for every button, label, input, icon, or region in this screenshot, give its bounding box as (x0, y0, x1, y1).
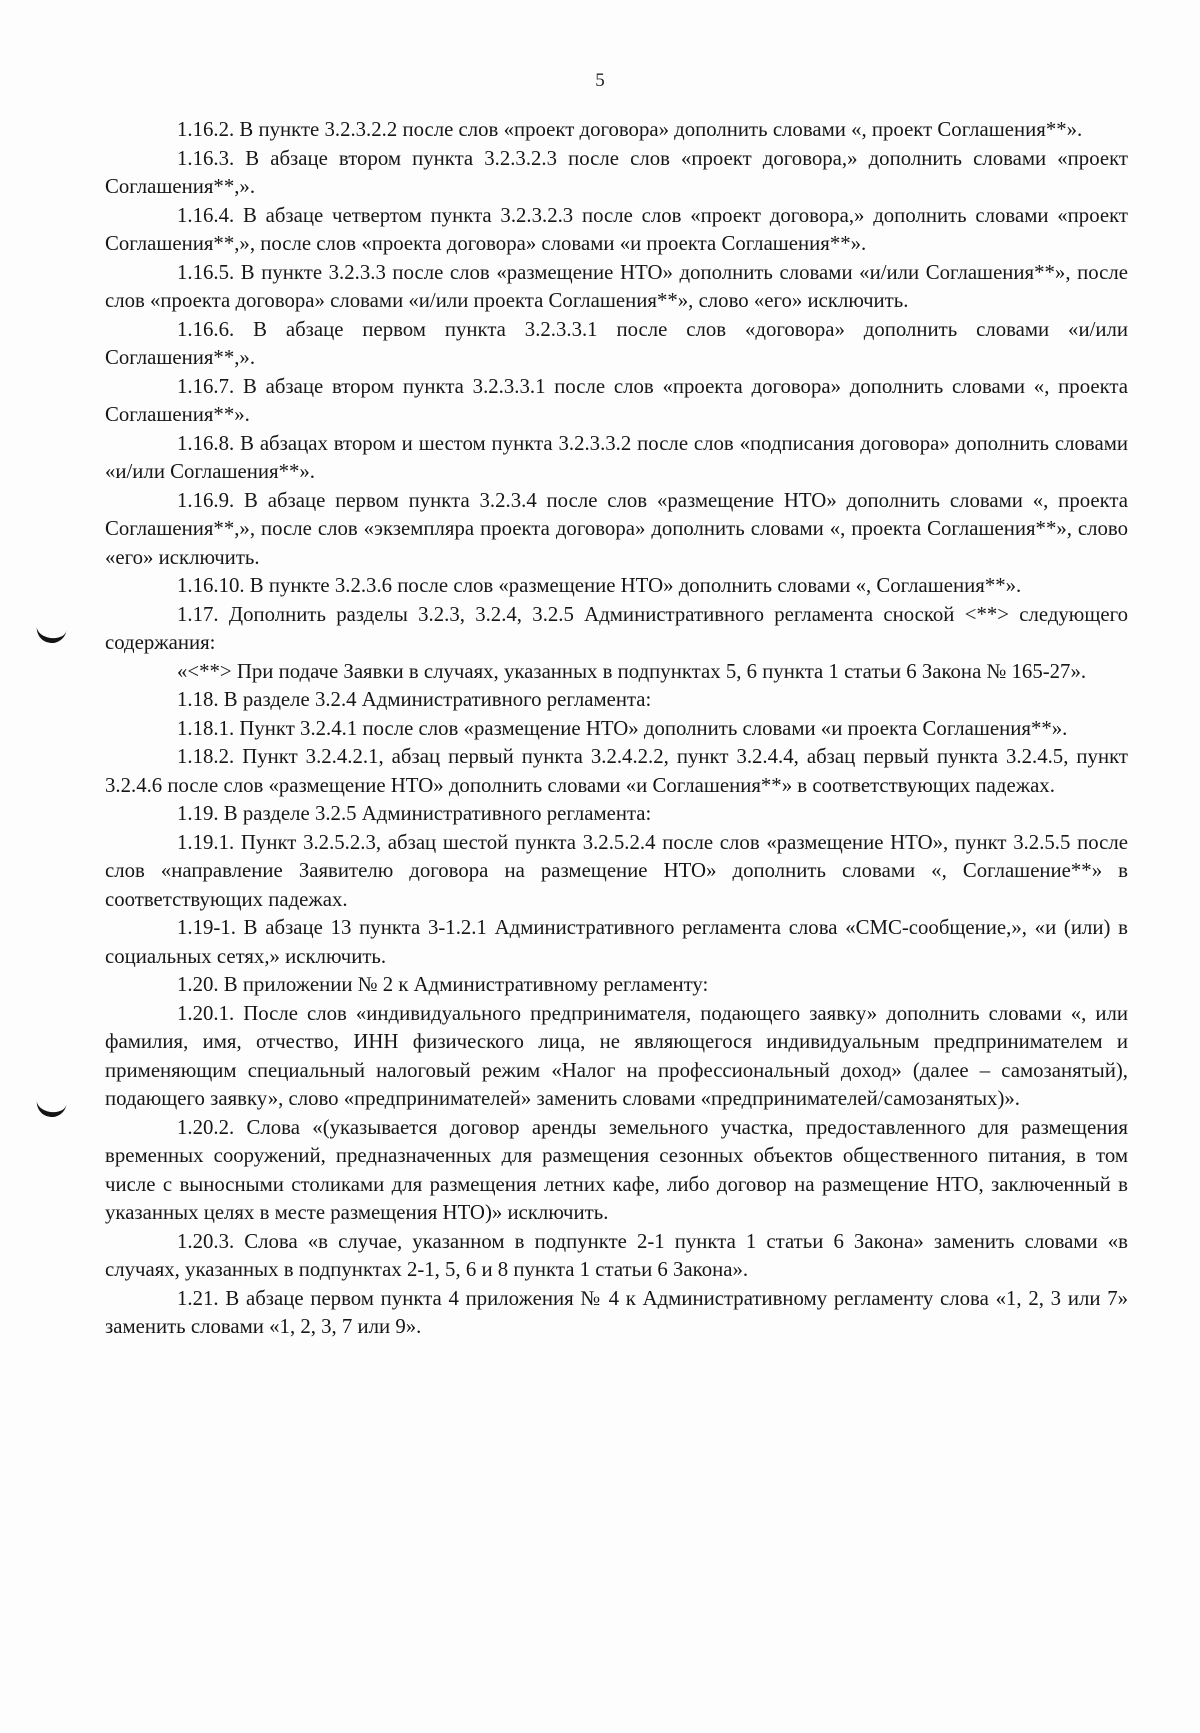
paragraph-1-18-1: 1.18.1. Пункт 3.2.4.1 после слов «размещение НТО» дополнить словами «и проекта Соглашения**». (177, 716, 1068, 740)
paragraph-1-16-3: 1.16.3. В абзаце втором пункта 3.2.3.2.3 после слов «проект договора,» дополнить словами «проект Соглашения**,». (105, 146, 1128, 198)
paragraph-1-20-2: 1.20.2. Слова «(указывается договор аренды земельного участка, предоставленного для размещения временных сооружений, предназначенных для размещения сезонных объектов общественного питания, в том числе с выносными столиками для размещения летних кафе, либо договор на размещение НТО, заключенный в указанных целях в месте размещения НТО)» исключить. (105, 1115, 1128, 1224)
paragraph-1-16-6: 1.16.6. В абзаце первом пункта 3.2.3.3.1 после слов «договора» дополнить словами «и/или Соглашения**,». (105, 317, 1128, 369)
punch-hole-mark (35, 622, 67, 645)
paragraph-1-18: 1.18. В разделе 3.2.4 Административного регламента: (177, 688, 652, 711)
paragraph-1-21: 1.21. В абзаце первом пункта 4 приложения № 4 к Административному регламенту слова «1, 2, 3 или 7» заменить словами «1, 2, 3, 7 или 9». (105, 1286, 1128, 1338)
paragraph-1-16-9: 1.16.9. В абзаце первом пункта 3.2.3.4 после слов «размещение НТО» дополнить словами «, проекта Соглашения**,», после слов «экземпляра проекта договора» дополнить словами «, проекта Соглашения**», слово «его» исключить. (105, 488, 1128, 569)
paragraph-1-17: 1.17. Дополнить разделы 3.2.3, 3.2.4, 3.2.5 Административного регламента сноской <**> следующего содержания: (105, 602, 1128, 654)
paragraph-1-19-dash-1: 1.19-1. В абзаце 13 пункта 3-1.2.1 Административного регламента слова «СМС-сообщение,», «и (или) в социальных сетях,» исключить. (105, 916, 1128, 968)
paragraph-1-16-7: 1.16.7. В абзаце втором пункта 3.2.3.3.1 после слов «проекта договора» дополнить словами «, проекта Соглашения**». (105, 374, 1128, 426)
paragraph-1-19: 1.19. В разделе 3.2.5 Административного регламента: (177, 802, 652, 825)
paragraph-1-16-5: 1.16.5. В пункте 3.2.3.3 после слов «размещение НТО» дополнить словами «и/или Соглашения**», после слов «проекта договора» словами «и/или проекта Соглашения**», слово «его» исключить. (105, 260, 1128, 312)
footnote-text: «<**> При подаче Заявки в случаях, указанных в подпунктах 5, 6 пункта 1 статьи 6 Закона № 165-27». (177, 659, 1087, 683)
paragraph-1-20-1: 1.20.1. После слов «индивидуального предпринимателя, подающего заявку» дополнить словами «, или фамилия, имя, отчество, ИНН физического лица, не являющегося индивидуальным предпринимателем и применяющим специальный налоговый режим «Налог на профессиональный доход» (далее – самозанятый), подающего заявку», слово «предпринимателей» заменить словами «предпринимателей/самозанятых)». (105, 1001, 1128, 1110)
document-body (105, 116, 1128, 1342)
punch-hole-mark (35, 1096, 67, 1119)
page-number: 5 (595, 70, 605, 91)
paragraph-1-19-1: 1.19.1. Пункт 3.2.5.2.3, абзац шестой пункта 3.2.5.2.4 после слов «размещение НТО», пункт 3.2.5.5 после слов «направление Заявителю договора на размещение НТО» дополнить словами «, Соглашение**» в соответствующих падежах. (105, 830, 1128, 911)
paragraph-1-18-2: 1.18.2. Пункт 3.2.4.2.1, абзац первый пункта 3.2.4.2.2, пункт 3.2.4.4, абзац первый пункта 3.2.4.5, пункт 3.2.4.6 после слов «размещение НТО» дополнить словами «и Соглашения**» в соответствующих падежах. (105, 745, 1128, 797)
paragraph-1-20: 1.20. В приложении № 2 к Административному регламенту: (177, 973, 709, 996)
paragraph-1-16-4: 1.16.4. В абзаце четвертом пункта 3.2.3.2.3 после слов «проект договора,» дополнить словами «проект Соглашения**,», после слов «проекта договора» словами «и проекта Соглашения**». (105, 203, 1128, 255)
paragraph-1-16-10: 1.16.10. В пункте 3.2.3.6 после слов «размещение НТО» дополнить словами «, Соглашения**». (177, 574, 1022, 597)
paragraph-1-16-2: 1.16.2. В пункте 3.2.3.2.2 после слов «проект договора» дополнить словами «, проект Соглашения**». (177, 118, 1083, 141)
paragraph-1-16-8: 1.16.8. В абзацах втором и шестом пункта 3.2.3.3.2 после слов «подписания договора» дополнить словами «и/или Соглашения**». (105, 431, 1128, 483)
paragraph-1-20-3: 1.20.3. Слова «в случае, указанном в подпункте 2-1 пункта 1 статьи 6 Закона» заменить словами «в случаях, указанных в подпунктах 2-1, 5, 6 и 8 пункта 1 статьи 6 Закона». (105, 1229, 1128, 1281)
